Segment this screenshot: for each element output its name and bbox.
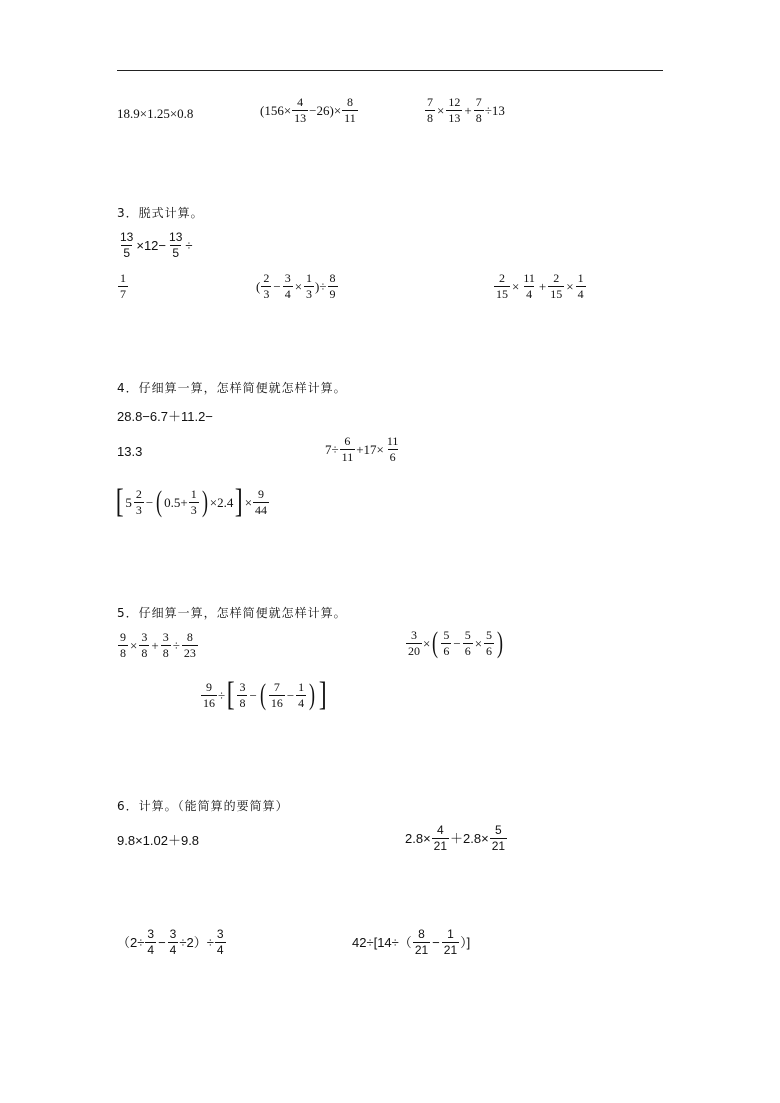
expr-part: ＋2.8×	[450, 830, 489, 846]
denominator: 5	[123, 245, 131, 260]
operator: ×	[294, 278, 303, 294]
numerator: 7	[427, 95, 433, 109]
fraction	[215, 928, 226, 956]
operator: −	[432, 934, 440, 950]
numerator: 3	[169, 927, 177, 941]
denominator: 6	[464, 643, 471, 658]
denominator: 8	[141, 645, 148, 660]
left-bracket: [	[226, 676, 235, 713]
fraction	[253, 488, 269, 516]
expr-part: (	[256, 278, 261, 294]
numerator: 1	[447, 927, 454, 941]
numerator: 9	[120, 630, 126, 644]
expr-part: 0.5+	[164, 494, 188, 510]
expr-part: ÷13	[484, 102, 505, 118]
numerator: 6	[344, 434, 351, 448]
expr-part: ÷2）÷	[179, 934, 214, 950]
denominator: 15	[496, 286, 508, 301]
denominator: 7	[120, 286, 126, 301]
section-6-heading: 6．计算。（能简算的要简算）	[117, 799, 289, 813]
numerator: 3	[411, 627, 417, 642]
denominator: 4	[526, 286, 533, 301]
numerator: 8	[418, 927, 425, 941]
denominator: 3	[190, 502, 197, 517]
numerator: 12	[448, 95, 461, 109]
fraction	[134, 488, 144, 516]
numerator: 8	[346, 95, 353, 109]
numerator: 1	[306, 271, 313, 285]
mixed-number	[125, 488, 145, 516]
numerator: 1	[190, 486, 197, 501]
denominator: 8	[475, 110, 482, 125]
numerator: 3	[216, 927, 224, 941]
left-paren: (	[432, 626, 439, 659]
fraction	[261, 272, 271, 300]
expr-part: 2.8×	[405, 830, 431, 846]
s6-expression-2	[405, 824, 508, 852]
denominator: 8	[120, 645, 126, 660]
operator: +	[538, 278, 547, 294]
s5-expression-2	[405, 628, 505, 658]
numerator: 3	[284, 271, 291, 285]
s3-expression-2	[256, 272, 339, 300]
right-bracket: ]	[318, 676, 327, 713]
expr-part: 7÷	[325, 441, 339, 457]
denominator: 4	[147, 942, 155, 957]
denominator: 6	[389, 449, 396, 464]
fraction	[118, 272, 128, 300]
expression-2	[260, 96, 359, 124]
denominator: 5	[172, 245, 180, 260]
s4-expression-3	[114, 485, 270, 519]
fraction	[328, 272, 338, 300]
s6-expression-4	[352, 928, 470, 956]
denominator: 21	[414, 942, 429, 957]
fraction	[521, 272, 537, 300]
operator: +	[151, 637, 159, 653]
fraction	[283, 272, 293, 300]
right-paren: )	[309, 678, 316, 711]
denominator: 4	[169, 942, 177, 957]
top-rule	[117, 70, 663, 71]
expression-text: 9.8×1.02＋9.8	[117, 833, 200, 848]
numerator: 1	[298, 679, 305, 694]
denominator: 6	[486, 643, 493, 658]
numerator: 2	[263, 271, 270, 285]
fraction	[385, 435, 401, 463]
numerator: 4	[297, 95, 304, 109]
expression-1	[117, 107, 193, 120]
denominator: 4	[284, 286, 291, 301]
section-4-heading: 4．仔细算一算，怎样简便就怎样计算。	[117, 381, 347, 395]
denominator: 16	[270, 695, 283, 710]
fraction	[490, 824, 507, 852]
numerator: 8	[329, 271, 336, 285]
operator: ×	[437, 102, 445, 118]
fraction	[413, 928, 430, 956]
numerator: 11	[523, 271, 535, 285]
numerator: 3	[162, 630, 169, 644]
fraction	[237, 681, 247, 709]
denominator: 8	[239, 695, 246, 710]
fraction	[442, 928, 459, 956]
numerator: 5	[464, 627, 471, 642]
s5-expression-1	[117, 631, 199, 659]
denominator: 16	[203, 695, 215, 710]
s3-expression-1	[117, 231, 193, 259]
fraction	[118, 231, 135, 259]
left-paren: (	[259, 678, 266, 711]
expression-text: 28.8−6.7＋11.2−	[117, 409, 213, 424]
whole-part: 5	[125, 494, 132, 510]
operator: −	[145, 494, 154, 510]
denominator: 11	[341, 449, 354, 464]
denominator: 11	[344, 110, 356, 125]
expression-text: 18.9×1.25×0.8	[117, 106, 194, 121]
fraction	[576, 272, 586, 300]
fraction	[446, 96, 462, 124]
fraction	[167, 231, 184, 259]
fraction	[474, 96, 484, 124]
denominator: 4	[298, 695, 305, 710]
operator: −	[273, 278, 281, 294]
denominator: 13	[448, 110, 461, 125]
numerator: 2	[553, 271, 560, 285]
s4-expression-1-continued	[117, 445, 142, 458]
operator: ÷	[218, 687, 226, 703]
denominator: 23	[183, 645, 196, 660]
operator: −	[158, 934, 166, 950]
operator: ÷	[172, 637, 180, 653]
fraction	[406, 629, 422, 657]
operator: ×	[244, 494, 253, 510]
expr-part: ×12−	[136, 237, 167, 253]
expr-part: ÷	[185, 237, 193, 253]
numerator: 5	[486, 627, 493, 642]
fraction	[342, 96, 358, 124]
operator: ×	[474, 635, 483, 651]
expr-part: 42÷[14÷（	[352, 934, 412, 950]
expr-part: (156×	[260, 102, 292, 118]
fraction	[432, 824, 449, 852]
denominator: 21	[491, 838, 506, 853]
fraction	[201, 681, 217, 709]
denominator: 3	[306, 286, 313, 301]
fraction	[463, 629, 473, 657]
operator: −	[249, 687, 257, 703]
fraction	[269, 681, 285, 709]
operator: +	[464, 102, 472, 118]
numerator: 4	[437, 823, 444, 837]
denominator: 13	[294, 110, 307, 125]
s5-expression-3	[200, 678, 328, 712]
fraction	[494, 272, 510, 300]
operator: −	[286, 687, 295, 703]
s3-expression-3	[493, 272, 587, 300]
numerator: 3	[141, 630, 148, 644]
expr-part: ×2.4	[209, 494, 234, 510]
fraction	[425, 96, 435, 124]
numerator: 8	[186, 630, 193, 644]
s4-expression-1	[117, 410, 213, 423]
right-paren: )	[201, 485, 208, 518]
numerator: 3	[147, 927, 155, 941]
expr-part: +17×	[356, 441, 384, 457]
right-bracket: ]	[235, 483, 243, 520]
numerator: 5	[495, 823, 502, 837]
fraction	[292, 96, 308, 124]
fraction	[340, 435, 356, 463]
s4-expression-2	[325, 435, 401, 463]
numerator: 13	[120, 230, 134, 244]
numerator: 3	[239, 679, 246, 694]
fraction	[441, 629, 451, 657]
denominator: 8	[162, 645, 169, 660]
fraction	[139, 631, 149, 659]
expr-part: ）]	[460, 934, 471, 950]
denominator: 3	[135, 502, 142, 517]
numerator: 7	[475, 95, 482, 109]
expression-3	[424, 96, 505, 124]
numerator: 5	[443, 627, 450, 642]
fraction	[182, 631, 198, 659]
expr-part: −26)×	[309, 102, 342, 118]
numerator: 1	[120, 271, 126, 285]
right-paren: )	[497, 626, 504, 659]
numerator: 13	[169, 230, 183, 244]
denominator: 15	[550, 286, 563, 301]
fraction	[548, 272, 564, 300]
left-paren: (	[156, 485, 163, 518]
s6-expression-3	[117, 928, 227, 956]
denominator: 4	[577, 286, 584, 301]
operator: −	[453, 635, 461, 651]
expr-part: （2÷	[117, 934, 145, 950]
denominator: 4	[216, 942, 224, 957]
numerator: 11	[386, 434, 399, 448]
section-5-heading: 5．仔细算一算，怎样简便就怎样计算。	[117, 606, 347, 620]
numerator: 9	[206, 679, 212, 694]
denominator: 8	[427, 110, 433, 125]
fraction	[189, 488, 199, 516]
expression-text: 13.3	[117, 444, 143, 459]
fraction	[168, 928, 179, 956]
s6-expression-1	[117, 834, 199, 847]
left-bracket: [	[115, 483, 124, 520]
operator: ×	[130, 637, 138, 653]
numerator: 2	[135, 486, 142, 501]
fraction	[304, 272, 314, 300]
section-3-heading: 3．脱式计算。	[117, 206, 204, 220]
numerator: 1	[577, 271, 584, 285]
operator: ×	[512, 278, 520, 294]
numerator: 7	[273, 679, 280, 694]
operator: ×	[566, 278, 574, 294]
fraction	[161, 631, 171, 659]
denominator: 21	[433, 838, 448, 853]
denominator: 21	[443, 942, 458, 957]
fraction	[145, 928, 156, 956]
fraction	[296, 681, 306, 709]
fraction	[118, 631, 128, 659]
numerator: 9	[258, 486, 265, 501]
expr-part: )÷	[315, 278, 327, 294]
denominator: 3	[263, 286, 270, 301]
denominator: 9	[329, 286, 336, 301]
denominator: 6	[443, 643, 450, 658]
s3-expression-1-continued	[117, 272, 129, 300]
operator: ×	[423, 635, 431, 651]
denominator: 20	[408, 643, 420, 658]
fraction	[484, 629, 494, 657]
denominator: 44	[255, 502, 268, 517]
numerator: 2	[499, 271, 505, 285]
